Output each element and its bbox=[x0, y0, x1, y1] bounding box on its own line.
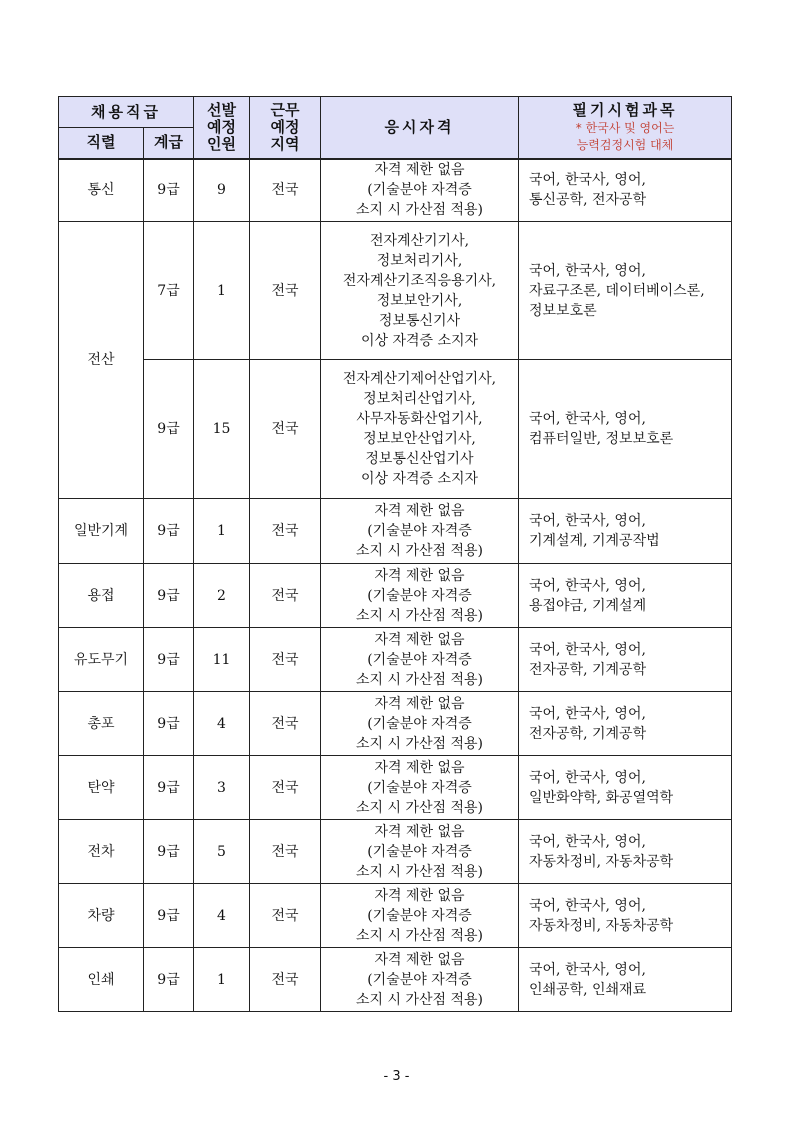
cell-region: 전국 bbox=[250, 948, 321, 1012]
qualification-line: 자격 제한 없음 bbox=[374, 887, 465, 904]
cell-exam-subjects bbox=[519, 499, 732, 564]
qualification-line: (기술분야 자격증 bbox=[367, 523, 472, 539]
cell-qualification bbox=[321, 948, 519, 1012]
header-exam-note: * 한국사 및 영어는 bbox=[575, 121, 675, 136]
cell-series: 통신 bbox=[59, 159, 144, 222]
header-series: 직렬 bbox=[59, 128, 144, 159]
qualification-line: (기술분야 자격증 bbox=[367, 715, 472, 732]
cell-series: 차량 bbox=[59, 884, 144, 948]
qualification-line: 자격 제한 없음 bbox=[374, 503, 465, 519]
cell-count: 3 bbox=[194, 756, 250, 820]
qualification-line: (기술분야 자격증 bbox=[367, 971, 472, 988]
subject-line: 기계설계, 기계공작법 bbox=[529, 533, 660, 549]
table-header bbox=[59, 97, 732, 159]
header-exam-note: 능력검정시험 대체 bbox=[576, 138, 674, 153]
cell-qualification bbox=[321, 564, 519, 628]
table-row bbox=[59, 948, 732, 1012]
cell-exam-subjects bbox=[519, 360, 732, 499]
cell-qualification bbox=[321, 756, 519, 820]
cell-qualification bbox=[321, 692, 519, 756]
cell-qualification bbox=[321, 360, 519, 499]
qualification-line: 자격 제한 없음 bbox=[374, 951, 465, 968]
qualification-line: 정보처리산업기사, bbox=[363, 391, 476, 407]
cell-region: 전국 bbox=[250, 628, 321, 692]
qualification-line: 사무자동화산업기사, bbox=[356, 411, 483, 427]
qualification-line: 정보처리기사, bbox=[376, 252, 463, 269]
cell-series: 전산 bbox=[59, 222, 144, 499]
qualification-line: (기술분야 자격증 bbox=[367, 182, 472, 199]
table-row bbox=[59, 159, 732, 222]
subject-line: 국어, 한국사, 영어, bbox=[529, 897, 646, 914]
subject-line: 인쇄공학, 인쇄재료 bbox=[529, 981, 647, 998]
table-row bbox=[59, 756, 732, 820]
cell-grade: 9급 bbox=[144, 360, 194, 499]
cell-region: 전국 bbox=[250, 692, 321, 756]
qualification-line: (기술분야 자격증 bbox=[367, 843, 472, 860]
subject-line: 국어, 한국사, 영어, bbox=[529, 833, 646, 850]
cell-series: 전차 bbox=[59, 820, 144, 884]
qualification-line: 소지 시 가산점 적용) bbox=[355, 991, 483, 1008]
qualification-line: 정보보안기사, bbox=[376, 292, 463, 309]
table-row bbox=[59, 692, 732, 756]
header-selection-count bbox=[194, 97, 250, 159]
subject-line: 자료구조론, 데이터베이스론, bbox=[529, 282, 705, 299]
header-qualification: 응시자격 bbox=[321, 97, 519, 159]
cell-region: 전국 bbox=[250, 360, 321, 499]
subject-line: 통신공학, 전자공학 bbox=[529, 192, 647, 209]
cell-grade: 9급 bbox=[144, 159, 194, 222]
cell-exam-subjects bbox=[519, 159, 732, 222]
cell-region: 전국 bbox=[250, 499, 321, 564]
table-row bbox=[59, 564, 732, 628]
header-region-line: 근무 bbox=[270, 100, 300, 119]
header-exam-subjects bbox=[519, 97, 732, 159]
subject-line: 용접야금, 기계설계 bbox=[529, 597, 647, 614]
cell-series: 용접 bbox=[59, 564, 144, 628]
cell-region: 전국 bbox=[250, 222, 321, 360]
cell-count: 2 bbox=[194, 564, 250, 628]
cell-series: 유도무기 bbox=[59, 628, 144, 692]
cell-grade: 9급 bbox=[144, 948, 194, 1012]
cell-exam-subjects bbox=[519, 564, 732, 628]
qualification-line: 소지 시 가산점 적용) bbox=[355, 202, 483, 219]
header-count-line: 인원 bbox=[207, 134, 236, 153]
subject-line: 국어, 한국사, 영어, bbox=[529, 513, 646, 529]
qualification-line: 소지 시 가산점 적용) bbox=[355, 927, 483, 944]
cell-exam-subjects bbox=[519, 756, 732, 820]
subject-line: 자동차정비, 자동차공학 bbox=[529, 917, 674, 934]
qualification-line: 정보통신기사 bbox=[378, 312, 461, 329]
table-row bbox=[59, 884, 732, 948]
table-row bbox=[59, 222, 732, 360]
cell-count: 9 bbox=[194, 159, 250, 222]
qualification-line: 자격 제한 없음 bbox=[374, 567, 465, 584]
header-grade: 계급 bbox=[144, 128, 194, 159]
subject-line: 전자공학, 기계공학 bbox=[529, 725, 647, 742]
qualification-line: 자격 제한 없음 bbox=[374, 823, 465, 840]
table-row bbox=[59, 820, 732, 884]
qualification-line: 소지 시 가산점 적용) bbox=[355, 543, 483, 559]
qualification-line: 자격 제한 없음 bbox=[374, 759, 465, 776]
subject-line: 국어, 한국사, 영어, bbox=[529, 262, 646, 279]
subject-line: 전자공학, 기계공학 bbox=[529, 661, 647, 678]
cell-grade: 9급 bbox=[144, 692, 194, 756]
cell-region: 전국 bbox=[250, 756, 321, 820]
cell-region: 전국 bbox=[250, 159, 321, 222]
cell-region: 전국 bbox=[250, 820, 321, 884]
header-count-line: 선발 bbox=[207, 100, 236, 119]
cell-count: 15 bbox=[194, 360, 250, 499]
cell-qualification bbox=[321, 499, 519, 564]
subject-line: 국어, 한국사, 영어, bbox=[529, 961, 646, 978]
qualification-line: 전자계산기조직응용기사, bbox=[342, 272, 497, 289]
subject-line: 국어, 한국사, 영어, bbox=[529, 705, 646, 722]
subject-line: 국어, 한국사, 영어, bbox=[529, 769, 646, 786]
qualification-line: 소지 시 가산점 적용) bbox=[355, 671, 483, 688]
header-exam-title: 필기시험과목 bbox=[572, 101, 678, 120]
qualification-line: 소지 시 가산점 적용) bbox=[355, 863, 483, 880]
header-region-line: 예정 bbox=[270, 117, 300, 136]
cell-exam-subjects bbox=[519, 948, 732, 1012]
cell-exam-subjects bbox=[519, 692, 732, 756]
qualification-line: 자격 제한 없음 bbox=[374, 695, 465, 712]
qualification-line: (기술분야 자격증 bbox=[367, 651, 472, 668]
cell-exam-subjects bbox=[519, 628, 732, 692]
cell-qualification bbox=[321, 222, 519, 360]
table-row bbox=[59, 628, 732, 692]
cell-grade: 9급 bbox=[144, 499, 194, 564]
qualification-line: 자격 제한 없음 bbox=[374, 631, 465, 648]
subject-line: 국어, 한국사, 영어, bbox=[529, 641, 646, 658]
qualification-line: (기술분야 자격증 bbox=[367, 779, 472, 796]
subject-line: 정보보호론 bbox=[529, 302, 597, 319]
cell-series: 일반기계 bbox=[59, 499, 144, 564]
cell-qualification bbox=[321, 820, 519, 884]
header-recruit-grade: 채용직급 bbox=[59, 97, 194, 128]
subject-line: 자동차정비, 자동차공학 bbox=[529, 853, 674, 870]
cell-region: 전국 bbox=[250, 884, 321, 948]
header-count-line: 예정 bbox=[207, 117, 236, 136]
qualification-line: 전자계산기기사, bbox=[369, 232, 470, 249]
cell-count: 1 bbox=[194, 222, 250, 360]
cell-grade: 9급 bbox=[144, 564, 194, 628]
header-work-region bbox=[250, 97, 321, 159]
qualification-line: 정보통신산업기사 bbox=[365, 451, 474, 467]
qualification-line: 이상 자격증 소지자 bbox=[360, 332, 479, 349]
qualification-line: 정보보안산업기사, bbox=[363, 431, 476, 447]
cell-grade: 7급 bbox=[144, 222, 194, 360]
cell-region: 전국 bbox=[250, 564, 321, 628]
cell-grade: 9급 bbox=[144, 820, 194, 884]
cell-count: 1 bbox=[194, 499, 250, 564]
header-region-line: 지역 bbox=[270, 134, 300, 153]
cell-exam-subjects bbox=[519, 820, 732, 884]
subject-line: 국어, 한국사, 영어, bbox=[529, 577, 646, 594]
cell-qualification bbox=[321, 628, 519, 692]
cell-exam-subjects bbox=[519, 884, 732, 948]
cell-grade: 9급 bbox=[144, 628, 194, 692]
qualification-line: 자격 제한 없음 bbox=[374, 162, 465, 179]
qualification-line: (기술분야 자격증 bbox=[367, 907, 472, 924]
recruitment-table bbox=[58, 96, 732, 1012]
cell-qualification bbox=[321, 159, 519, 222]
cell-grade: 9급 bbox=[144, 756, 194, 820]
cell-qualification bbox=[321, 884, 519, 948]
table-row bbox=[59, 499, 732, 564]
cell-count: 4 bbox=[194, 692, 250, 756]
cell-series: 총포 bbox=[59, 692, 144, 756]
cell-exam-subjects bbox=[519, 222, 732, 360]
cell-grade: 9급 bbox=[144, 884, 194, 948]
qualification-line: 소지 시 가산점 적용) bbox=[355, 607, 483, 624]
qualification-line: 소지 시 가산점 적용) bbox=[355, 799, 483, 816]
qualification-line: (기술분야 자격증 bbox=[367, 587, 472, 604]
subject-line: 일반화약학, 화공열역학 bbox=[529, 789, 674, 806]
cell-count: 4 bbox=[194, 884, 250, 948]
qualification-line: 이상 자격증 소지자 bbox=[360, 471, 479, 487]
table-body bbox=[59, 159, 732, 1012]
cell-count: 5 bbox=[194, 820, 250, 884]
page-number: - 3 - bbox=[383, 1069, 410, 1084]
cell-series: 인쇄 bbox=[59, 948, 144, 1012]
subject-line: 국어, 한국사, 영어, bbox=[529, 172, 646, 189]
qualification-line: 소지 시 가산점 적용) bbox=[355, 735, 483, 752]
subject-line: 국어, 한국사, 영어, bbox=[529, 411, 646, 427]
qualification-line: 전자계산기제어산업기사, bbox=[342, 371, 497, 387]
cell-count: 11 bbox=[194, 628, 250, 692]
table-row bbox=[59, 360, 732, 499]
subject-line: 컴퓨터일반, 정보보호론 bbox=[529, 431, 674, 447]
cell-series: 탄약 bbox=[59, 756, 144, 820]
cell-count: 1 bbox=[194, 948, 250, 1012]
